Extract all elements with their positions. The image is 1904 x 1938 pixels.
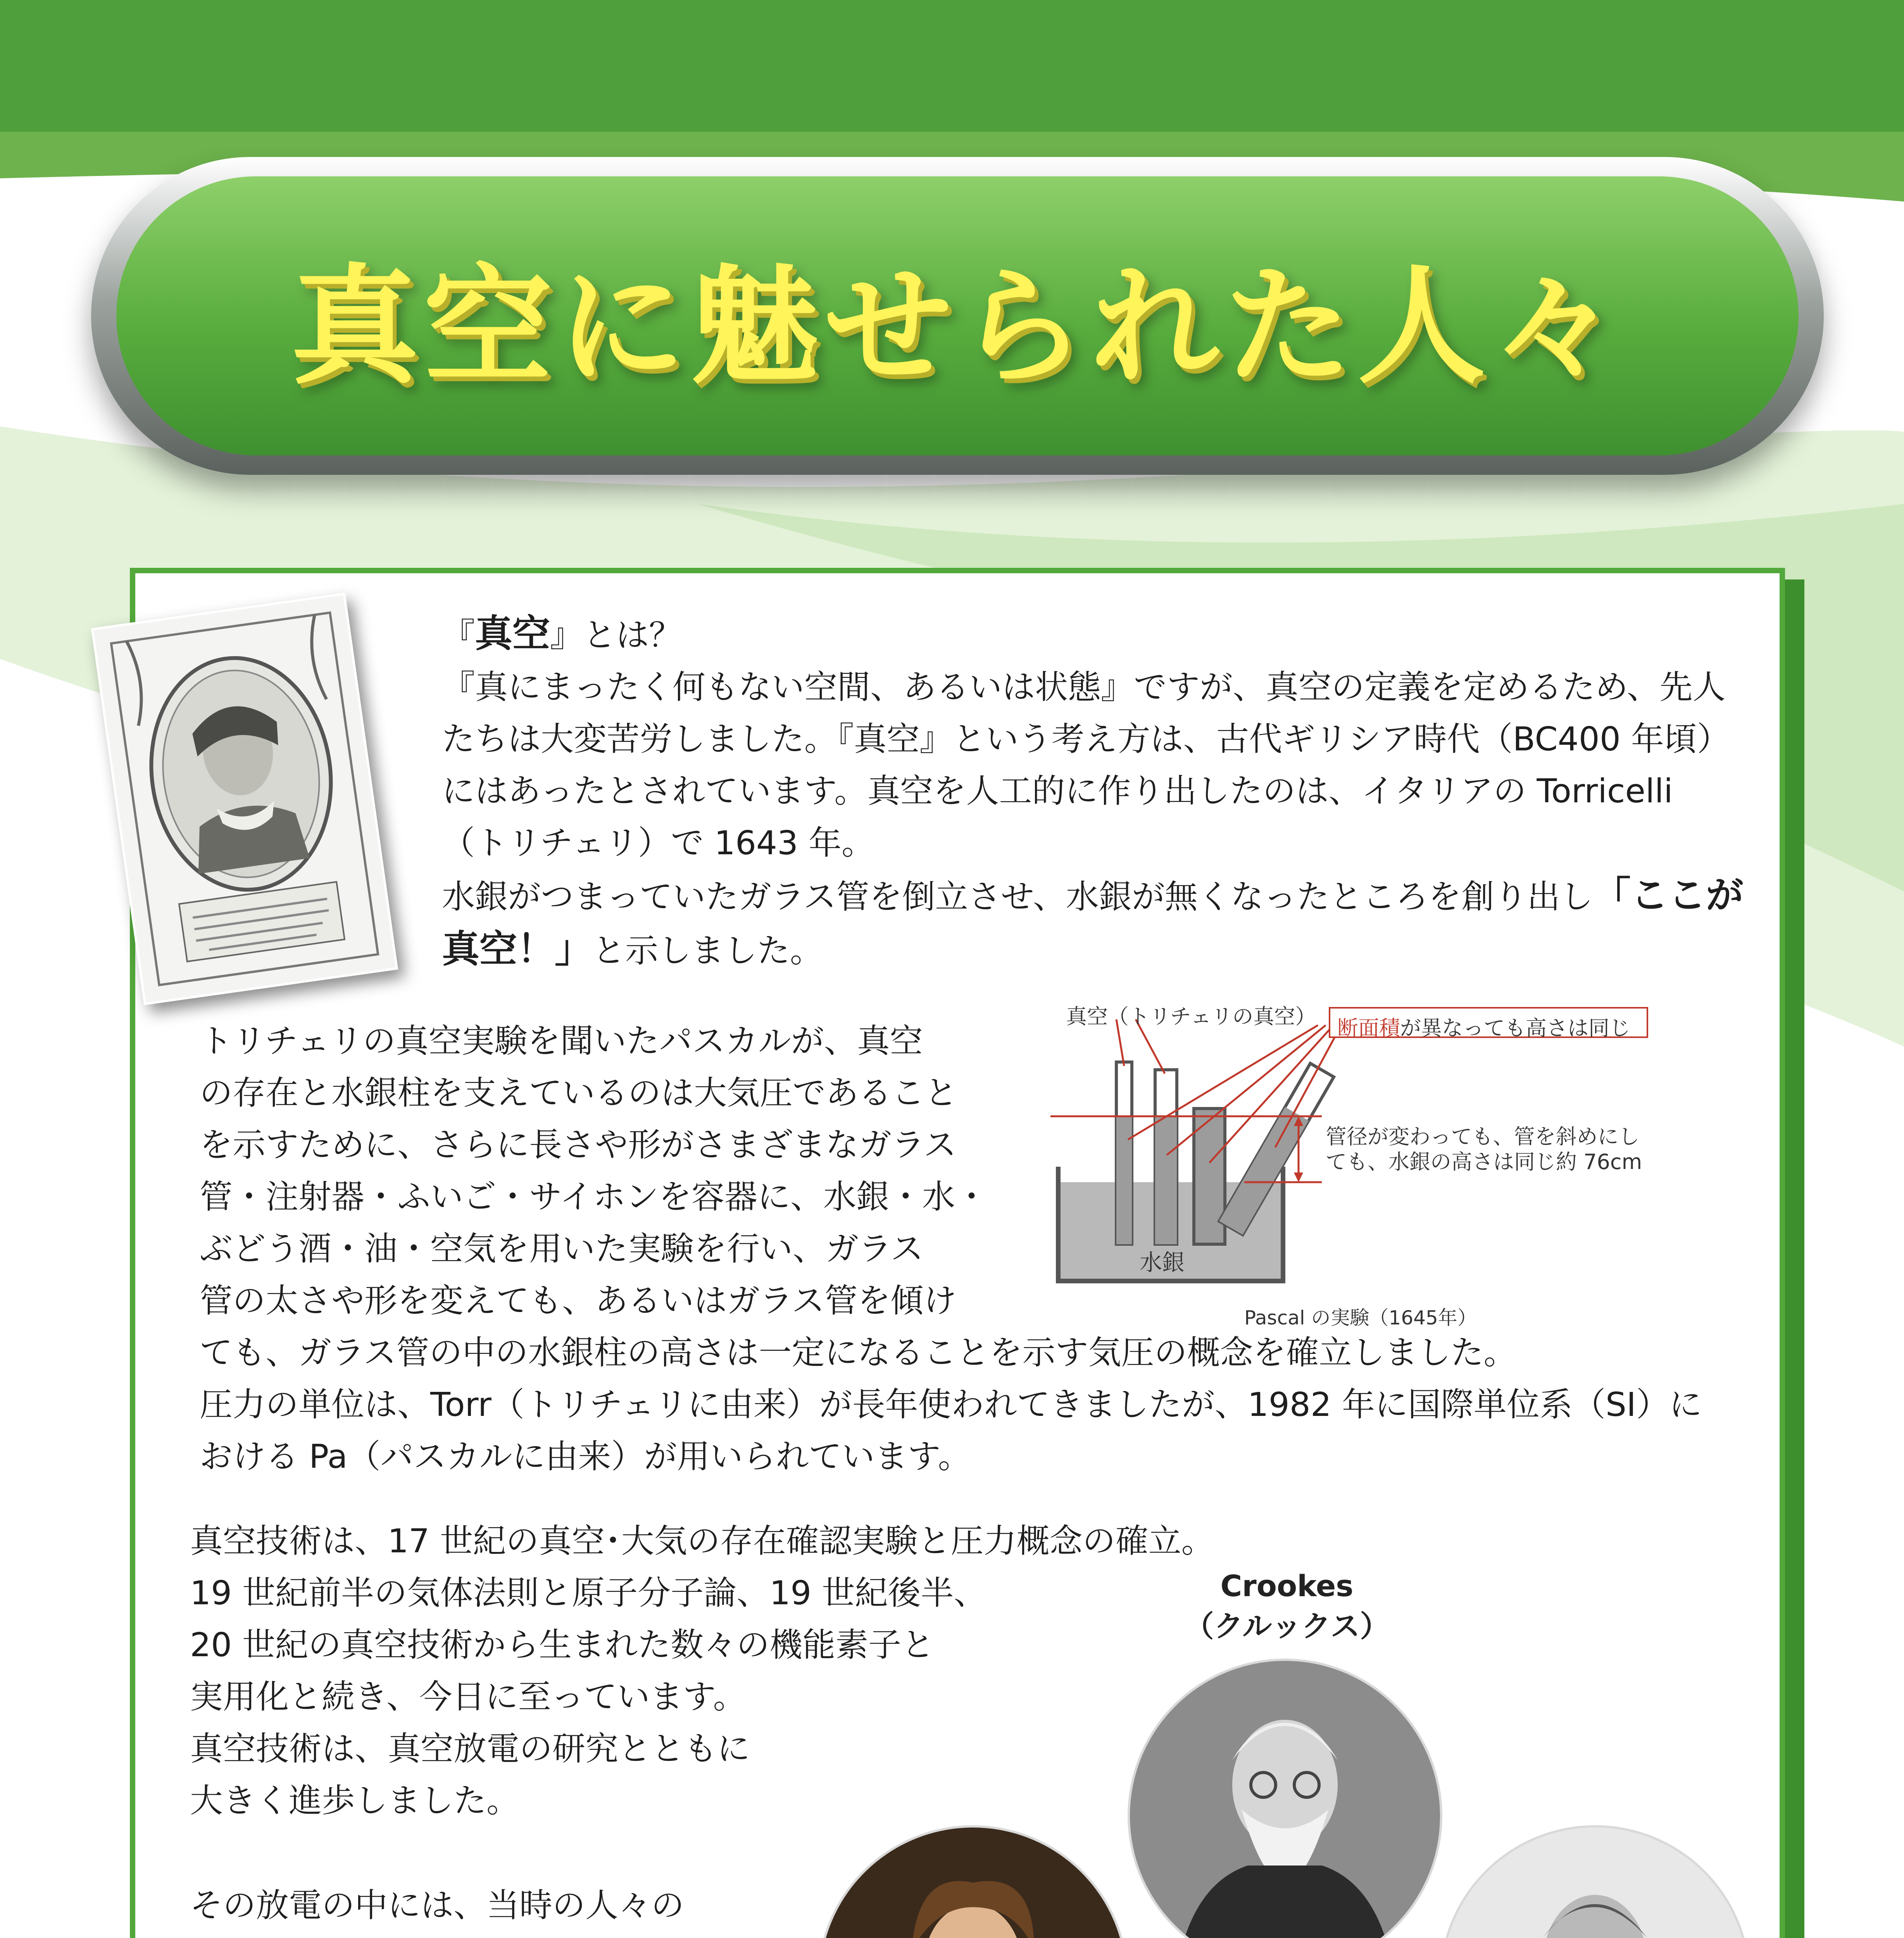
discharge-line — [190, 1932, 684, 1938]
intro-line: たちは大変苦労しました。『真空』という考え方は、古代ギリシア時代（BC400 年頃） — [442, 720, 1730, 759]
pascal-line: の存在と水銀柱を支えているのは大気圧であること — [200, 1074, 958, 1112]
diagram-caption: Pascal の実験（1645年） — [1244, 1307, 1477, 1329]
history-line: 実用化と続き、今日に至っています。 — [190, 1678, 746, 1716]
history-line: 真空技術は、真空放電の研究とともに — [190, 1730, 750, 1768]
intro-line: にはあったとされています。真空を人工的に作り出したのは、イタリアの Torricelli — [442, 772, 1673, 810]
pascal-line: ても、ガラス管の中の水銀柱の高さは一定になることを示す気圧の概念を確立しました。 — [200, 1334, 1517, 1372]
intro-line: （トリチェリ）で 1643 年。 — [442, 824, 875, 862]
pascal-line: トリチェリの真空実験を聞いたパスカルが、真空 — [200, 1022, 923, 1060]
pascal-diagram — [1027, 992, 1706, 1333]
intro-emphasis: 真空！」 — [442, 927, 592, 971]
intro-block — [442, 608, 1744, 977]
intro-emphasis: 「ここが — [1593, 873, 1744, 917]
pascal-line: を示すために、さらに長さや形がさまざまなガラス — [200, 1126, 957, 1164]
pascal-line: 圧力の単位は、Torr（トリチェリに由来）が長年使われてきましたが、1982 年に国際単位系（SI）に — [200, 1386, 1702, 1424]
intro-heading-word: 真空 — [475, 612, 550, 655]
intro-line: 真空！」と示しました。 — [442, 927, 823, 971]
pascal-line: ぶどう酒・油・空気を用いた実験を行い、ガラス — [200, 1230, 924, 1268]
crookes-kana: （クルックス） — [1184, 1609, 1390, 1643]
intro-heading: 『真空』とは？ — [442, 612, 682, 655]
intro-line: 『真にまったく何もない空間、あるいは状態』ですが、真空の定義を定めるため、先人 — [442, 668, 1726, 707]
history-block — [190, 1516, 1214, 1827]
intro-line: 水銀がつまっていたガラス管を倒立させ、水銀が無くなったところを創り出し「ここが — [442, 873, 1744, 917]
history-line: 真空技術は、17 世紀の真空･大気の存在確認実験と圧力概念の確立。 — [190, 1522, 1214, 1560]
pascal-line: 管・注射器・ふいご・サイホンを容器に、水銀・水・ — [200, 1178, 988, 1216]
torricelli-portrait — [91, 593, 398, 1005]
diagram-label-mercury: 水銀 — [1140, 1249, 1185, 1276]
history-line: 19 世紀前半の気体法則と原子分子論、19 世紀後半、 — [190, 1574, 987, 1612]
pascal-line: おける Pa（パスカルに由来）が用いられています。 — [200, 1438, 971, 1476]
pascal-line: 管の太さや形を変えても、あるいはガラス管を傾け — [200, 1282, 957, 1320]
crookes-caption — [1151, 1566, 1423, 1647]
diagram-label-height-2: ても、水銀の高さは同じ約 76cm — [1326, 1150, 1642, 1174]
engraving-image — [94, 595, 396, 1002]
diagram-label-cross-section-red: 断面積 — [1337, 1016, 1400, 1040]
page-title: 真空に魅せられた人々 — [291, 252, 1624, 401]
discharge-line: その放電の中には、当時の人々の — [190, 1886, 685, 1925]
diagram-label-vacuum: 真空（トリチェリの真空） — [1066, 1004, 1316, 1029]
diagram-label-cross-section: 断面積が異なっても高さは同じ — [1337, 1016, 1630, 1040]
history-line: 大きく進歩しました。 — [190, 1782, 520, 1820]
diagram-label-height-1: 管径が変わっても、管を斜めにし — [1326, 1124, 1640, 1149]
history-line: 20 世紀の真空技術から生まれた数々の機能素子と — [190, 1626, 935, 1664]
discharge-block — [190, 1880, 684, 1938]
title-banner — [116, 176, 1799, 455]
crookes-name: Crookes — [1220, 1569, 1354, 1603]
